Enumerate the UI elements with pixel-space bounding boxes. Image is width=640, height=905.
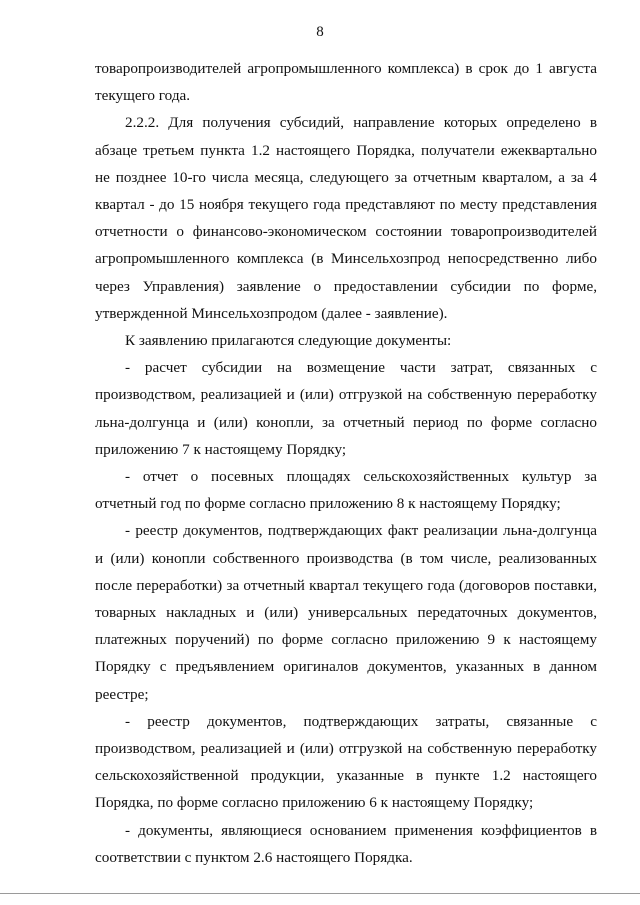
list-item-costs-registry: - реестр документов, подтверждающих затраты, связанные с производством, реализацией и (или) отгрузкой на собственную переработку сельскохозяйственной продукции, указанные в пункте 1.2 настоящего Порядка, по форме согласно приложению 6 к настоящему Порядку; <box>95 712 597 812</box>
list-item-coefficient-documents: - документы, являющиеся основанием применения коэффициентов в соответствии с пунктом 2.6 настоящего Порядка. <box>95 821 597 866</box>
list-item-sales-registry: - реестр документов, подтверждающих факт реализации льна-долгунца и (или) конопли собственного производства (в том числе, реализованных после переработки) за отчетный квартал текущего года (договоров поставки, товарных накладных и (или) универсальных передаточных документов, платежных поручений) по форме согласно приложению 9 к настоящему Порядку с предъявлением оригиналов документов, указанных в данном реестре; <box>95 522 597 703</box>
list-item-subsidy-calculation: - расчет субсидии на возмещение части затрат, связанных с производством, реализацией и (или) отгрузкой на собственную переработку льна-долгунца и (или) конопли, за отчетный период по форме согласно приложению 7 к настоящему Порядку; <box>95 359 597 458</box>
paragraph-2-2-2: 2.2.2. Для получения субсидий, направление которых определено в абзаце третьем пункта 1.2 настоящего Порядка, получатели ежеквартально не позднее 10-го числа месяца, следующего за отчетным кварталом, а за 4 квартал - до 15 ноября текущего года представляют по месту представления отчетности о финансово-экономическом состоянии товаропроизводителей агропромышленного комплекса (в Минсельхозпрод непосредственно либо через Управления) заявление о предоставлении субсидии по форме, утвержденной Минсельхозпродом (далее - заявление). <box>95 114 597 322</box>
paragraph-attachments-intro: К заявлению прилагаются следующие документы: <box>125 332 452 350</box>
paragraph-continuation: товаропроизводителей агропромышленного комплекса) в срок до 1 августа текущего года. <box>95 60 597 105</box>
document-body <box>95 55 597 871</box>
page-bottom-rule <box>0 893 640 894</box>
list-item-sowing-report: - отчет о посевных площадях сельскохозяйственных культур за отчетный год по форме согласно приложению 8 к настоящему Порядку; <box>95 468 597 513</box>
page-number: 8 <box>316 24 324 40</box>
